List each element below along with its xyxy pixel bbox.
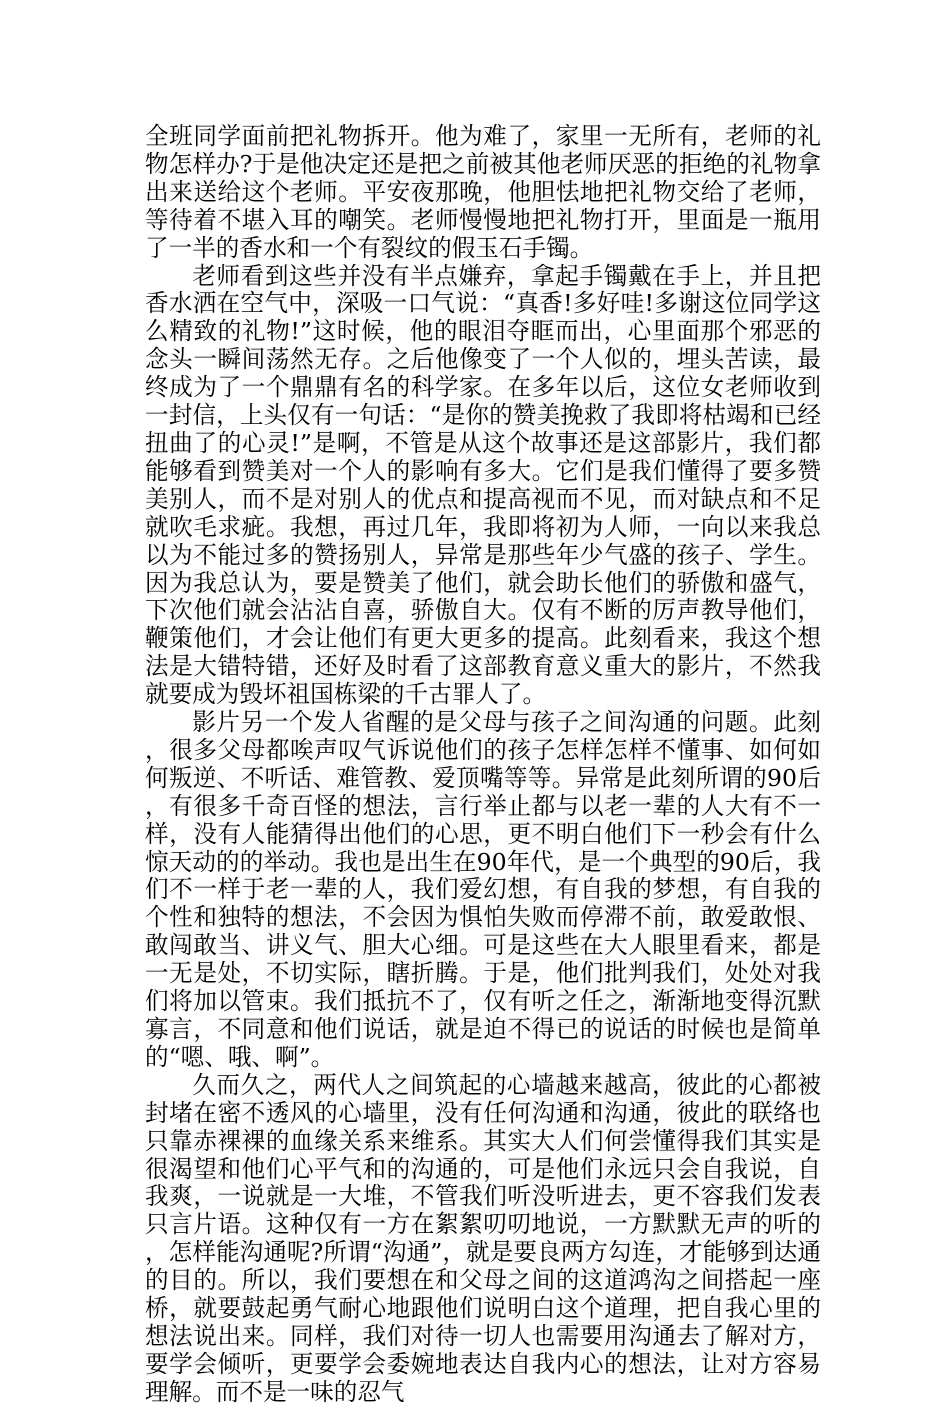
paragraph-3: 影片另一个发人省醒的是父母与孩子之间沟通的问题。此刻，很多父母都唉声叹气诉说他们的孩子怎样怎样不懂事、如何如何叛逆、不听话、难管教、爱顶嘴等等。异常是此刻所谓的90后，有很多千奇百怪的想法，言行举止都与以老一辈的人大有不一样，没有人能猜得出他们的心思，更不明白他们下一秒会有什么惊天动的的举动。我也是出生在90年代，是一个典型的90后，我们不一样于老一辈的人，我们爱幻想，有自我的梦想，有自我的个性和独特的想法，不会因为惧怕失败而停滞不前，敢爱敢恨、敢闯敢当、讲义气、胆大心细。可是这些在大人眼里看来，都是一无是处，不切实际，瞎折腾。于是，他们批判我们，处处对我们将加以管束。我们抵抗不了，仅有听之任之，渐渐地变得沉默寡言，不同意和他们说话，就是迫不得已的说话的时候也是简单的“嗯、哦、啊”。	[145, 708, 821, 1071]
paragraph-4: 久而久之，两代人之间筑起的心墙越来越高，彼此的心都被封堵在密不透风的心墙里，没有任何沟通和沟通，彼此的联络也只靠赤裸裸的血缘关系来维系。其实大人们何尝懂得我们其实是很渴望和他们心平气和的沟通的，可是他们永远只会自我说，自我爽，一说就是一大堆，不管我们听没听进去，更不容我们发表只言片语。这种仅有一方在絮絮叨叨地说，一方默默无声的听的，怎样能沟通呢?所谓“沟通”，就是要良两方勾连，才能够到达通的目的。所以，我们要想在和父母之间的这道鸿沟之间搭起一座桥，就要鼓起勇气耐心地跟他们说明白这个道理，把自我心里的想法说出来。同样，我们对待一切人也需要用沟通去了解对方，要学会倾听，更要学会委婉地表达自我内心的想法，让对方容易理解。而不是一味的忍气	[145, 1070, 821, 1406]
paragraph-2: 老师看到这些并没有半点嫌弃，拿起手镯戴在手上，并且把香水洒在空气中，深吸一口气说：“真香!多好哇!多谢这位同学这么精致的礼物!”这时候，他的眼泪夺眶而出，心里面那个邪恶的念头一瞬间荡然无存。之后他像变了一个人似的，埋头苦读，最终成为了一个鼎鼎有名的科学家。在多年以后，这位女老师收到一封信，上头仅有一句话：“是你的赞美挽救了我即将枯竭和已经扭曲了的心灵!”是啊，不管是从这个故事还是这部影片，我们都能够看到赞美对一个人的影响有多大。它们是我们懂得了要多赞美别人，而不是对别人的优点和提高视而不见，而对缺点和不足就吹毛求疵。我想，再过几年，我即将初为人师，一向以来我总以为不能过多的赞扬别人，异常是那些年少气盛的孩子、学生。因为我总认为，要是赞美了他们，就会助长他们的骄傲和盛气，下次他们就会沾沾自喜，骄傲自大。仅有不断的厉声教导他们，鞭策他们，才会让他们有更大更多的提高。此刻看来，我这个想法是大错特错，还好及时看了这部教育意义重大的影片，不然我就要成为毁坏祖国栋梁的千古罪人了。	[145, 261, 821, 709]
body-text	[145, 123, 821, 1407]
paragraph-1: 全班同学面前把礼物拆开。他为难了，家里一无所有，老师的礼物怎样办?于是他决定还是把之前被其他老师厌恶的拒绝的礼物拿出来送给这个老师。平安夜那晚，他胆怯地把礼物交给了老师，等待着不堪入耳的嘲笑。老师慢慢地把礼物打开，里面是一瓶用了一半的香水和一个有裂纹的假玉石手镯。	[145, 122, 821, 262]
